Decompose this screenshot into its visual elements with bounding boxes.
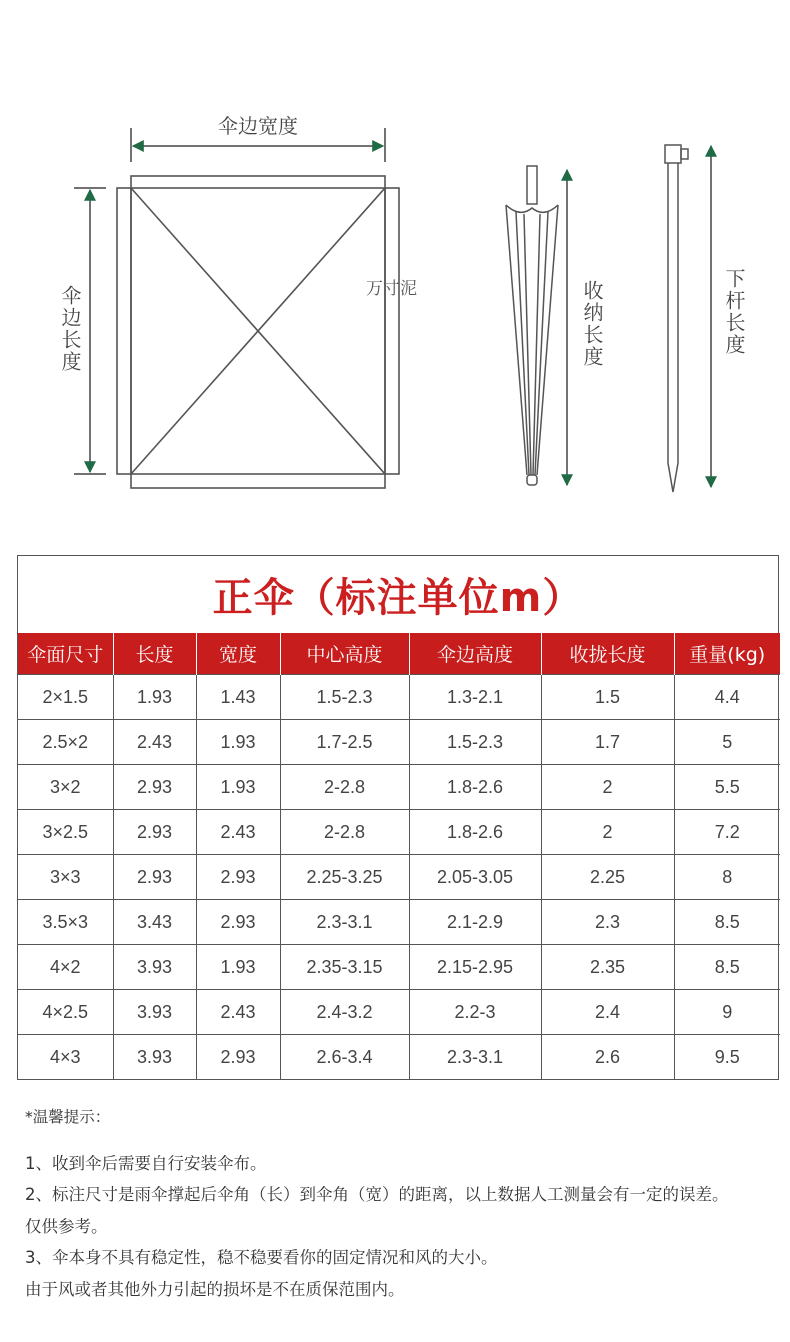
table-cell: 1.5-2.3: [280, 675, 409, 720]
table-cell: 2.05-3.05: [409, 855, 541, 900]
umbrella-diagram: [0, 0, 790, 540]
table-cell: 2.25-3.25: [280, 855, 409, 900]
watermark: 万寸泥: [366, 279, 417, 299]
table-cell: 7.2: [674, 810, 780, 855]
table-cell: 4×3: [18, 1035, 113, 1080]
table-row: [18, 720, 780, 765]
col-header: 收拢长度: [541, 633, 674, 675]
umbrella-drawings: [0, 0, 790, 540]
col-header: 中心高度: [280, 633, 409, 675]
table-cell: 1.93: [113, 675, 196, 720]
table-cell: 2-2.8: [280, 765, 409, 810]
table-cell: 1.7-2.5: [280, 720, 409, 765]
table-cell: 3×2.5: [18, 810, 113, 855]
table-cell: 1.93: [196, 720, 280, 765]
table-cell: 2.15-2.95: [409, 945, 541, 990]
table-row: [18, 945, 780, 990]
table-row: [18, 1035, 780, 1080]
table-row: [18, 765, 780, 810]
table-cell: 2.93: [113, 765, 196, 810]
table-cell: 2: [541, 810, 674, 855]
table-cell: 2.93: [113, 855, 196, 900]
table-cell: 1.5-2.3: [409, 720, 541, 765]
spec-grid: [18, 633, 780, 1079]
spec-title: 正伞（标注单位m）: [212, 575, 584, 621]
table-row: [18, 810, 780, 855]
table-cell: 3.93: [113, 1035, 196, 1080]
folded-umbrella-drawing: [506, 166, 558, 485]
table-cell: 3.43: [113, 900, 196, 945]
table-cell: 2.93: [196, 855, 280, 900]
table-cell: 2.3: [541, 900, 674, 945]
table-row: [18, 855, 780, 900]
table-cell: 1.3-2.1: [409, 675, 541, 720]
table-cell: 1.8-2.6: [409, 810, 541, 855]
table-cell: 2×1.5: [18, 675, 113, 720]
table-cell: 2.1-2.9: [409, 900, 541, 945]
table-cell: 2.43: [196, 990, 280, 1035]
col-header: 伞面尺寸: [18, 633, 113, 675]
table-cell: 2.6-3.4: [280, 1035, 409, 1080]
table-cell: 2.3-3.1: [280, 900, 409, 945]
folded-length-label: 收纳长度: [580, 280, 604, 368]
col-header: 长度: [113, 633, 196, 675]
table-cell: 3.5×3: [18, 900, 113, 945]
col-header: 重量(kg): [674, 633, 780, 675]
table-cell: 1.5: [541, 675, 674, 720]
table-cell: 4×2.5: [18, 990, 113, 1035]
table-cell: 4.4: [674, 675, 780, 720]
table-cell: 2.6: [541, 1035, 674, 1080]
length-label: 伞边长度: [58, 285, 82, 373]
table-cell: 1.93: [196, 765, 280, 810]
note-line: 由于风或者其他外力引起的损坏是不在质保范围内。: [25, 1279, 405, 1299]
notes-tip: *温馨提示：: [25, 1108, 111, 1126]
table-cell: 3×2: [18, 765, 113, 810]
table-cell: 1.8-2.6: [409, 765, 541, 810]
spec-table: [17, 555, 779, 1080]
table-cell: 2.35-3.15: [280, 945, 409, 990]
notes: [25, 1102, 775, 1305]
table-cell: 4×2: [18, 945, 113, 990]
table-cell: 2.93: [196, 900, 280, 945]
note-line: 2、标注尺寸是雨伞撑起后伞角（长）到伞角（宽）的距离，以上数据人工测量会有一定的误差。: [25, 1185, 729, 1204]
note-line: 3、伞本身不具有稳定性，稳不稳要看你的固定情况和风的大小。: [25, 1248, 498, 1267]
table-cell: 8: [674, 855, 780, 900]
table-cell: 2: [541, 765, 674, 810]
canopy-drawing: [117, 176, 399, 488]
table-cell: 2.35: [541, 945, 674, 990]
table-cell: 8.5: [674, 945, 780, 990]
table-cell: 5.5: [674, 765, 780, 810]
table-body: [18, 675, 780, 1080]
width-label: 伞边宽度: [218, 114, 298, 138]
table-cell: 2.5×2: [18, 720, 113, 765]
table-cell: 3×3: [18, 855, 113, 900]
pole-drawing: [665, 145, 688, 492]
table-cell: 9.5: [674, 1035, 780, 1080]
table-cell: 2.25: [541, 855, 674, 900]
table-cell: 2.4: [541, 990, 674, 1035]
table-cell: 1.43: [196, 675, 280, 720]
table-cell: 1.93: [196, 945, 280, 990]
table-cell: 2-2.8: [280, 810, 409, 855]
table-cell: 2.43: [196, 810, 280, 855]
table-cell: 2.2-3: [409, 990, 541, 1035]
col-header: 宽度: [196, 633, 280, 675]
table-cell: 3.93: [113, 990, 196, 1035]
table-row: [18, 675, 780, 720]
table-cell: 2.4-3.2: [280, 990, 409, 1035]
table-cell: 3.93: [113, 945, 196, 990]
table-cell: 9: [674, 990, 780, 1035]
table-cell: 2.93: [196, 1035, 280, 1080]
table-cell: 2.3-3.1: [409, 1035, 541, 1080]
col-header: 伞边高度: [409, 633, 541, 675]
table-header-row: [18, 633, 780, 675]
pole-length-label: 下杆长度: [722, 268, 746, 356]
table-cell: 8.5: [674, 900, 780, 945]
table-cell: 1.7: [541, 720, 674, 765]
table-cell: 2.43: [113, 720, 196, 765]
table-cell: 5: [674, 720, 780, 765]
table-row: [18, 990, 780, 1035]
note-line: 1、收到伞后需要自行安装伞布。: [25, 1153, 267, 1173]
table-row: [18, 900, 780, 945]
table-cell: 2.93: [113, 810, 196, 855]
note-line: 仅供参考。: [25, 1216, 108, 1236]
